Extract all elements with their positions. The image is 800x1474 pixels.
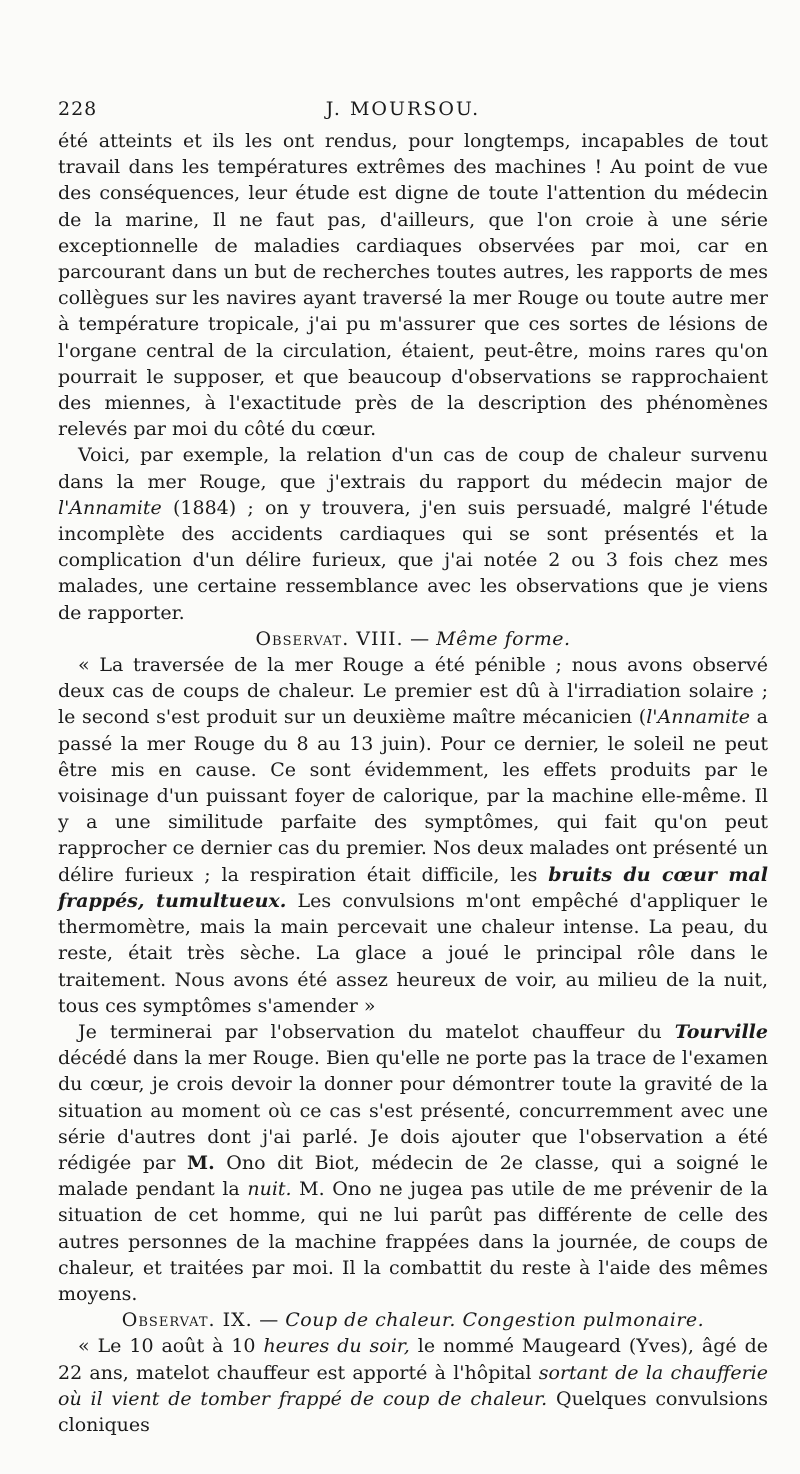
paragraph-3: « La traversée de la mer Rouge a été pénible ; nous avons observé deux cas de coups de chaleur. Le premier est dû à l'irradiation solaire ; le second s'est produit sur un deuxième maître mécanicien (l'Annamite a passé la mer Rouge du 8 au 13 juin). Pour ce dernier, le soleil ne peut être mis en cause. Ce sont évidemment, les effets produits par le voisinage d'un puissant foyer de calorique, par la machine elle-même. Il y a une similitude parfaite des symptômes, qui fait qu'on peut rapprocher ce dernier cas du premier. Nos deux malades ont présenté un délire furieux ; la respiration était difficile, les bruits du cœur mal frappés, tumultueux. Les convulsions m'ont empêché d'appliquer le thermomètre, mais la main percevait une chaleur intense. La peau, du reste, était très sèche. La glace a joué le principal rôle dans le traitement. Nous avons été assez heureux de voir, au milieu de la nuit, tous ces symptômes s'amender » bbox=[58, 654, 768, 1017]
paragraph-1: été atteints et ils les ont rendus, pour longtemps, incapables de tout travail dans les températures extrêmes des machines ! Au point de vue des conséquences, leur étude est digne de toute l'attention du médecin de la marine, Il ne faut pas, d'ailleurs, que l'on croie à une série exceptionnelle de maladies cardiaques observées par moi, car en parcourant dans un but de recherches toutes autres, les rapports de mes collègues sur les navires ayant traversé la mer Rouge ou toute autre mer à température tropicale, j'ai pu m'assurer que ces sortes de lésions de l'organe central de la circulation, étaient, peut-être, moins rares qu'on pourrait le supposer, et que beaucoup d'observations se rapprochaient des miennes, à l'exactitude près de la description des phénomènes relevés par moi du côté du cœur. bbox=[58, 130, 768, 441]
page-number: 228 bbox=[58, 98, 98, 120]
ship-name: Tourville bbox=[674, 1020, 768, 1043]
observation-8-heading: Observat. VIII. — Même forme. bbox=[255, 627, 571, 650]
ship-name: l'Annamite bbox=[58, 496, 162, 519]
page-header bbox=[58, 98, 748, 124]
running-title: J. MOURSOU. bbox=[325, 98, 481, 120]
paragraph-4: Je terminerai par l'observation du matelot chauffeur du Tourville décédé dans la mer Rouge. Bien qu'elle ne porte pas la trace de l'examen du cœur, je crois devoir la donner pour démontrer toute la gravité de la situation au moment où ce cas s'est présenté, concurremment avec une série d'autres dont j'ai parlé. Je dois ajouter que l'observation a été rédigée par M. Ono dit Biot, médecin de 2e classe, qui a soigné le malade pendant la nuit. M. Ono ne jugea pas utile de me prévenir de la situation de cet homme, qui ne lui parût pas différente de celle des autres personnes de la machine frappées dans la journée, de coups de chaleur, et traitées par moi. Il la combattit du reste à l'aide des mêmes moyens. bbox=[58, 1020, 768, 1305]
ship-name: l'Annamite bbox=[646, 706, 750, 729]
paragraph-5: « Le 10 août à 10 heures du soir, le nommé Maugeard (Yves), âgé de 22 ans, matelot chauffeur est apporté à l'hôpital sortant de la chaufferie où il vient de tomber frappé de coup de chaleur. Quelques convulsions cloniques bbox=[58, 1335, 769, 1436]
paragraph-2: Voici, par exemple, la relation d'un cas de coup de chaleur survenu dans la mer Rouge, que j'extrais du rapport du médecin major de l'Annamite (1884) ; on y trouvera, j'en suis persuadé, malgré l'étude incomplète des accidents cardiaques qui se sont présentés et la complication d'un délire furieux, que j'ai notée 2 ou 3 fois chez mes malades, une certaine ressemblance avec les observations que je viens de rapporter. bbox=[58, 444, 768, 624]
observation-9-heading: Observat. IX. — Coup de chaleur. Congestion pulmonaire. bbox=[121, 1309, 705, 1332]
emphasis: bruits du cœur mal frappés, tumultueux. bbox=[58, 863, 768, 912]
page-body bbox=[58, 128, 768, 1438]
